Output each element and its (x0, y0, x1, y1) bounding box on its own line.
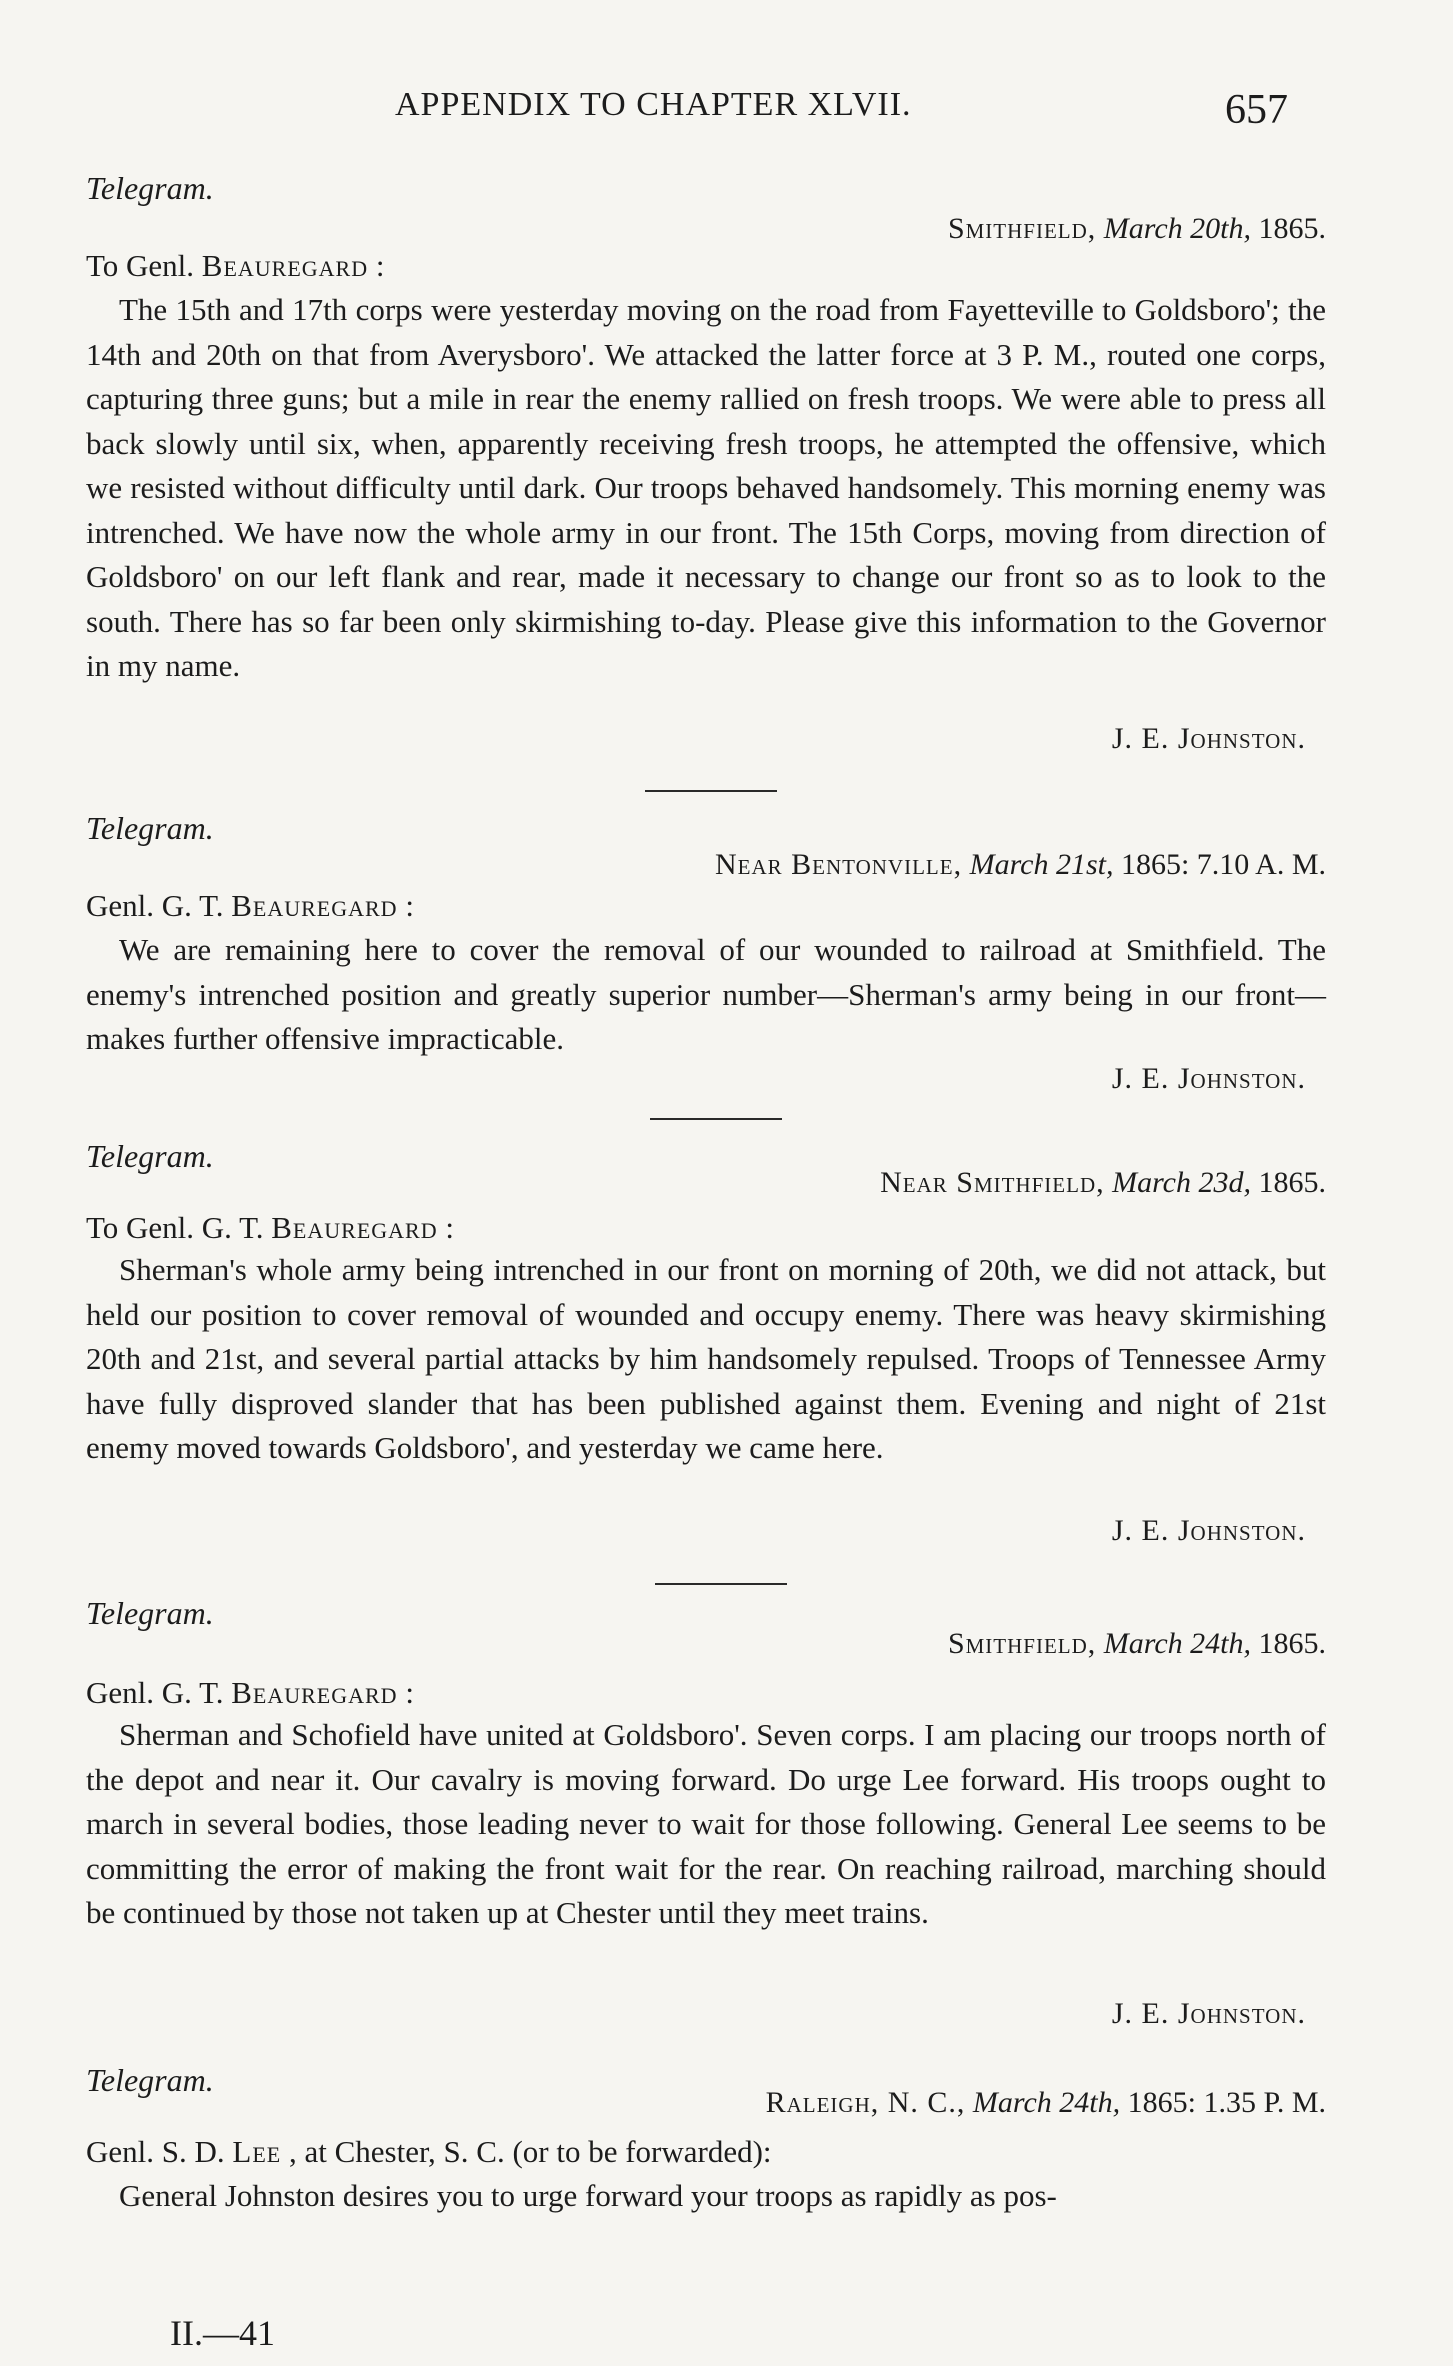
addressee (86, 1675, 414, 1711)
telegram-label: Telegram. (86, 1138, 214, 1174)
addressee-suffix: : (445, 1210, 454, 1245)
telegram-body: General Johnston desires you to urge forward your troops as rapidly as pos- (119, 2178, 1057, 2213)
signature: J. E. Johnston. (1111, 1997, 1306, 2030)
dateline (766, 2086, 1326, 2120)
dateline-place: Raleigh, N. C., (765, 2086, 966, 2119)
addressee-name: Beauregard (271, 1210, 438, 1245)
addressee (86, 2134, 772, 2170)
addressee-prefix: Genl. G. T. (86, 888, 224, 923)
addressee-suffix: : (375, 248, 385, 283)
dateline-year: 1865. (1258, 1627, 1326, 1660)
addressee-name: Lee (232, 2134, 282, 2169)
signature-mark: II.—41 (170, 2313, 275, 2353)
dateline-year: 1865: 7.10 A. M. (1120, 848, 1326, 881)
telegram-body: The 15th and 17th corps were yesterday moving on the road from Fayetteville to Goldsboro'; the 14th and 20th on that from Averysboro'. We attacked the latter force at 3 P. M., routed one corps, capturing three guns; but a mile in rear the enemy rallied on fresh troops. We were able to press all back slowly until six, when, apparently receiving fresh troops, he attempted the offensive, which we resisted without difficulty until dark. Our troops behaved handsomely. This morning enemy was intrenched. We have now the whole army in our front. The 15th Corps, moving from direction of Goldsboro' on our left flank and rear, made it necessary to change our front so as to look to the south. There has so far been only skirmishing to-day. Please give this information to the Governor in my name. (86, 292, 1326, 683)
section-divider (650, 1118, 782, 1120)
dateline-date: March 21st, (969, 848, 1114, 881)
page-number: 657 (1225, 87, 1288, 133)
addressee-name: Beauregard (231, 1675, 398, 1710)
addressee-name: Beauregard (201, 248, 369, 283)
telegram-body: Sherman's whole army being intrenched in our front on morning of 20th, we did not attack, but held our position to cover removal of wounded and occupy enemy. There was heavy skirmishing 20th and 21st, and several partial attacks by him handsomely repulsed. Troops of Tennessee Army have fully disproved slander that has been published against them. Evening and night of 21st enemy moved towards Goldsboro', and yesterday we came here. (86, 1252, 1326, 1465)
addressee-suffix: : (405, 1675, 414, 1710)
telegram-label: Telegram. (86, 1595, 214, 1631)
dateline-place: Smithfield, (947, 1627, 1097, 1660)
running-head: APPENDIX TO CHAPTER XLVII. (395, 86, 912, 123)
telegram-label: Telegram. (86, 2062, 214, 2098)
dateline-place: Near Smithfield, (880, 1166, 1105, 1199)
dateline-year: 1865: 1.35 P. M. (1127, 2086, 1326, 2119)
dateline-place: Smithfield, (947, 212, 1097, 245)
section-divider (655, 1583, 787, 1585)
addressee-prefix: To Genl. G. T. (86, 1210, 264, 1245)
section-divider (645, 790, 777, 792)
addressee-suffix: : (405, 888, 414, 923)
telegram-label: Telegram. (86, 170, 214, 206)
addressee-name: Beauregard (231, 888, 398, 923)
addressee-suffix: , at Chester, S. C. (or to be forwarded): (288, 2134, 772, 2169)
signature: J. E. Johnston. (1111, 722, 1306, 755)
dateline (948, 1627, 1326, 1661)
addressee-prefix: Genl. G. T. (86, 1675, 224, 1710)
dateline-date: March 24th, (972, 2086, 1121, 2119)
addressee (86, 1210, 454, 1246)
dateline-year: 1865. (1258, 1166, 1326, 1199)
addressee-prefix: To Genl. (86, 248, 195, 283)
dateline (948, 212, 1326, 246)
dateline-date: March 20th, (1103, 212, 1251, 245)
telegram-label: Telegram. (86, 810, 214, 846)
telegram-body: We are remaining here to cover the removal of our wounded to railroad at Smithfield. The enemy's intrenched position and greatly superior number—Sherman's army being in our front—makes further offensive impracticable. (86, 932, 1326, 1056)
dateline-date: March 23d, (1112, 1166, 1251, 1199)
signature: J. E. Johnston. (1111, 1062, 1306, 1095)
dateline (880, 1166, 1326, 1200)
dateline-date: March 24th, (1103, 1627, 1251, 1660)
dateline-place: Near Bentonville, (714, 848, 963, 881)
addressee (86, 248, 385, 284)
dateline-year: 1865. (1258, 212, 1326, 245)
dateline (715, 848, 1326, 882)
addressee (86, 888, 414, 924)
addressee-prefix: Genl. S. D. (86, 2134, 225, 2169)
telegram-body: Sherman and Schofield have united at Goldsboro'. Seven corps. I am placing our troops north of the depot and near it. Our cavalry is moving forward. Do urge Lee forward. His troops ought to march in several bodies, those leading never to wait for those following. General Lee seems to be committing the error of making the front wait for the rear. On reaching railroad, marching should be continued by those not taken up at Chester until they meet trains. (86, 1717, 1326, 1930)
signature: J. E. Johnston. (1111, 1514, 1306, 1547)
